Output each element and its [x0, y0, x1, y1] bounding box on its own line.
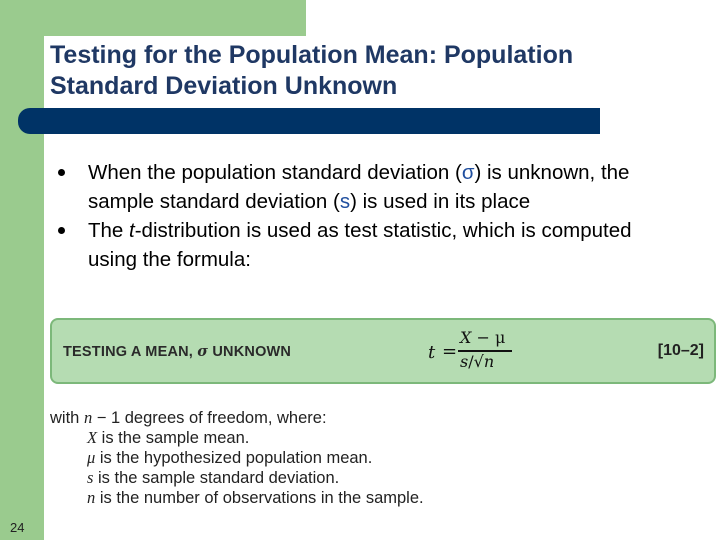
bullet2-text-b: -distribution is used as test statistic, which is computed using the formula:: [88, 219, 632, 271]
top-decor-block: [44, 0, 306, 36]
formula-label: [63, 343, 291, 360]
formula-number: [10–2]: [657, 342, 704, 359]
def-n-text: is the number of observations in the sample.: [95, 489, 424, 507]
formula-t: t: [428, 342, 436, 363]
bullet-list: [58, 158, 678, 274]
def-mu-symbol: μ: [87, 448, 96, 467]
s-symbol: s: [339, 190, 351, 213]
def-x-text: is the sample mean.: [97, 429, 250, 447]
left-decor-strip: [0, 0, 44, 540]
formula-label-sigma: σ: [197, 343, 209, 360]
denominator-rest: /√: [468, 352, 484, 371]
title-underline-bar: [18, 108, 600, 134]
where-line: [50, 468, 710, 488]
formula-box: [50, 318, 716, 384]
t-statistic-formula: [428, 328, 538, 376]
sigma-symbol: σ: [461, 161, 475, 184]
where-line: [50, 408, 710, 428]
bullet-dot: [58, 169, 65, 176]
numerator-rest: − μ: [471, 328, 506, 347]
where-line: [50, 488, 710, 508]
title-line-2: Standard Deviation Unknown: [50, 72, 398, 100]
t-italic: t: [129, 219, 135, 242]
where-line: [50, 428, 710, 448]
def-s-symbol: s: [87, 468, 94, 487]
where-dof: − 1 degrees of freedom, where:: [92, 409, 327, 427]
title-line-1: Testing for the Population Mean: Population: [50, 41, 574, 69]
bullet1-text-a: When the population standard deviation (: [88, 161, 462, 184]
def-x-symbol: X: [87, 428, 98, 447]
slide-title: [50, 40, 650, 102]
denominator-n: n: [483, 352, 495, 371]
def-mu-text: is the hypothesized population mean.: [95, 449, 373, 467]
bullet1-text-b: ) is unknown, the sample standard deviation (: [88, 161, 630, 213]
def-s-text: is the sample standard deviation.: [93, 469, 340, 487]
bullet-dot: [58, 227, 65, 234]
page-number: 24: [10, 520, 25, 535]
where-n: n: [83, 408, 93, 427]
where-line: [50, 448, 710, 468]
formula-label-pre: TESTING A MEAN,: [63, 344, 198, 360]
formula-equals: =: [442, 341, 458, 362]
def-n-symbol: n: [87, 488, 96, 507]
formula-numerator: [460, 328, 505, 347]
where-definitions: [50, 408, 710, 508]
bullet2-text-a: The: [88, 219, 130, 242]
bullet-item: [58, 158, 678, 216]
denominator-s: s: [460, 352, 469, 371]
where-with: with: [50, 409, 84, 427]
bullet-item: [58, 216, 678, 274]
formula-label-post: UNKNOWN: [208, 344, 292, 360]
numerator-x: X: [460, 328, 472, 347]
bullet1-text-c: ) is used in its place: [350, 190, 531, 213]
formula-denominator: [460, 352, 494, 371]
